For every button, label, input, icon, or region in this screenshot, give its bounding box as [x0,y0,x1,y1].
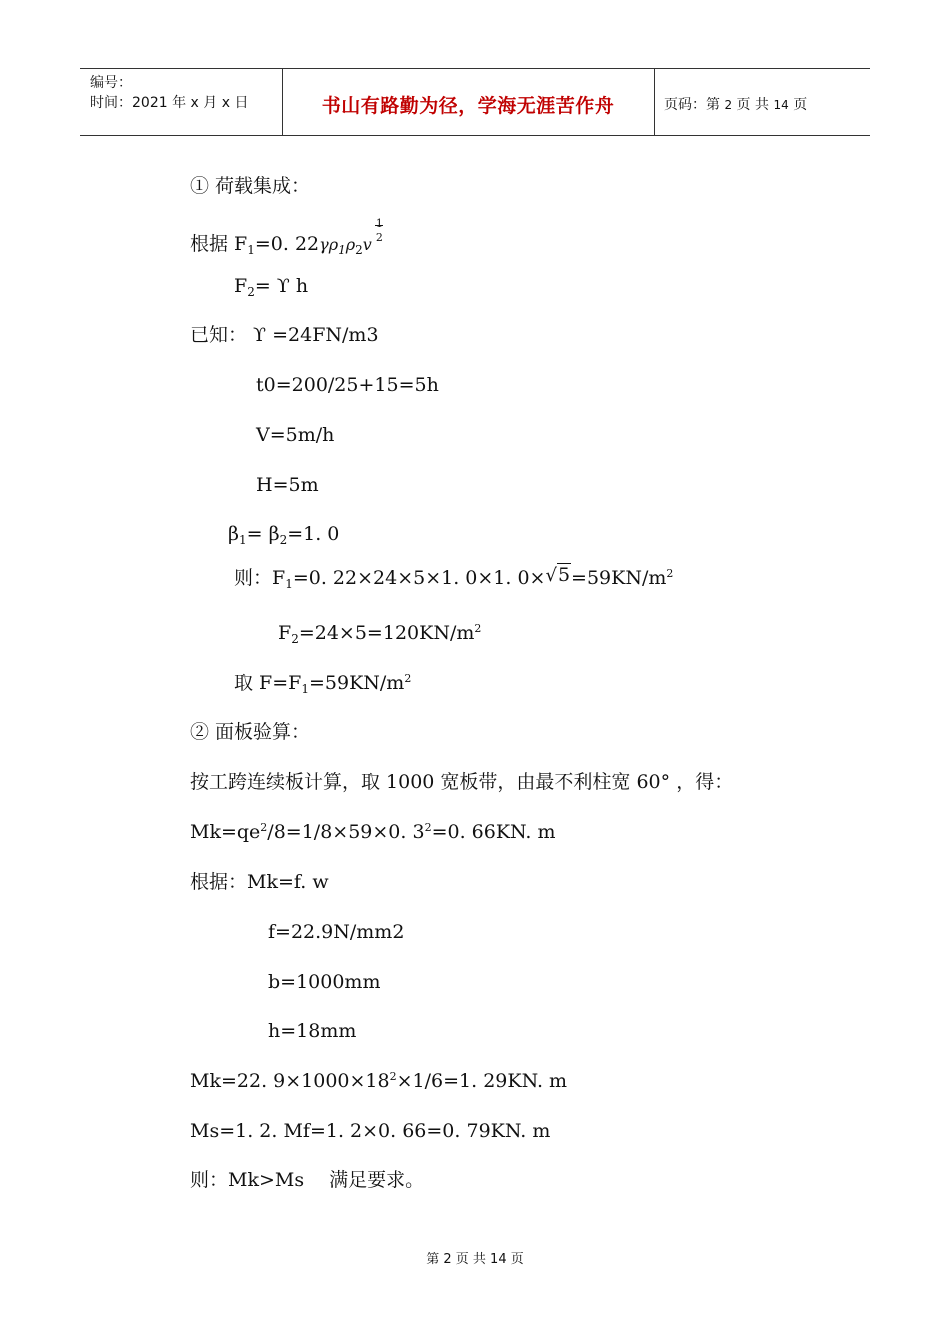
header-page-number: 页码：第 2 页 共 14 页 [664,97,808,113]
header-motto-cell [282,69,655,135]
param-f: f=22.9N/mm2 [268,921,405,943]
sqrt-symbol: √5 [545,564,571,586]
param-b: b=1000mm [268,971,381,993]
exponent-fraction: 1 2 [375,217,383,244]
header-meta-cell [80,69,283,135]
param-h: h=18mm [268,1020,357,1042]
formula-f2: $F_2= ϒ$ h [234,275,309,299]
known-gamma: 已知： ϒ =24FN/m3 [190,324,379,346]
formula-ms: Ms=1. 2. Mf=1. 2×0. 66=0. 79KN. m [190,1120,551,1142]
known-v: V=5m/h [256,424,335,446]
result-take-f: 取 $F=F_1=59KN/m^2$ [234,672,412,696]
result-f1: 则：$F_1=0$. 22×24×5×1. 0×1. $0\times√5=59KN/m^2$ [234,564,674,591]
conclusion: 则：Mk>Ms 满足要求。 [190,1169,425,1191]
header-motto: 书山有路勤为径，学海无涯苦作舟 [321,95,615,117]
doc-number-label: 编号： [90,75,132,91]
formula-mk-moment: $Mk=qe^2/8=1/8\times 59\times 0$. $3^2=0$. 66KN. m [190,821,556,843]
page-header [80,68,870,136]
basis-formula: 根据：Mk=f. w [190,871,329,893]
section-title-panel: ② 面板验算： [190,721,311,743]
doc-date-label: 时间：2021 年 x 月 x 日 [90,95,249,111]
formula-f1: 根据 $F_1=0$. $22\gamma\rho_1\rho_2v$ 1 2 [190,232,386,257]
result-f2: $F_2=24\times 5=120KN/m^2$ [278,622,482,646]
section-title-load: ① 荷载集成： [190,175,311,197]
formula-mk-capacity: Mk=22. $9\times 1000\times 18^2\times 1/6=1$. 29KN. m [190,1070,568,1092]
known-h: H=5m [256,474,319,496]
header-page-cell [655,69,870,135]
known-t0: t0=200/25+15=5h [256,374,439,396]
page-footer: 第 2 页 共 14 页 [426,1252,524,1267]
calc-description: 按工跨连续板计算，取 1000 宽板带，由最不利柱宽 60° ，得： [190,771,734,793]
known-beta: $\beta_1= \beta_2=1$. 0 [228,523,340,547]
